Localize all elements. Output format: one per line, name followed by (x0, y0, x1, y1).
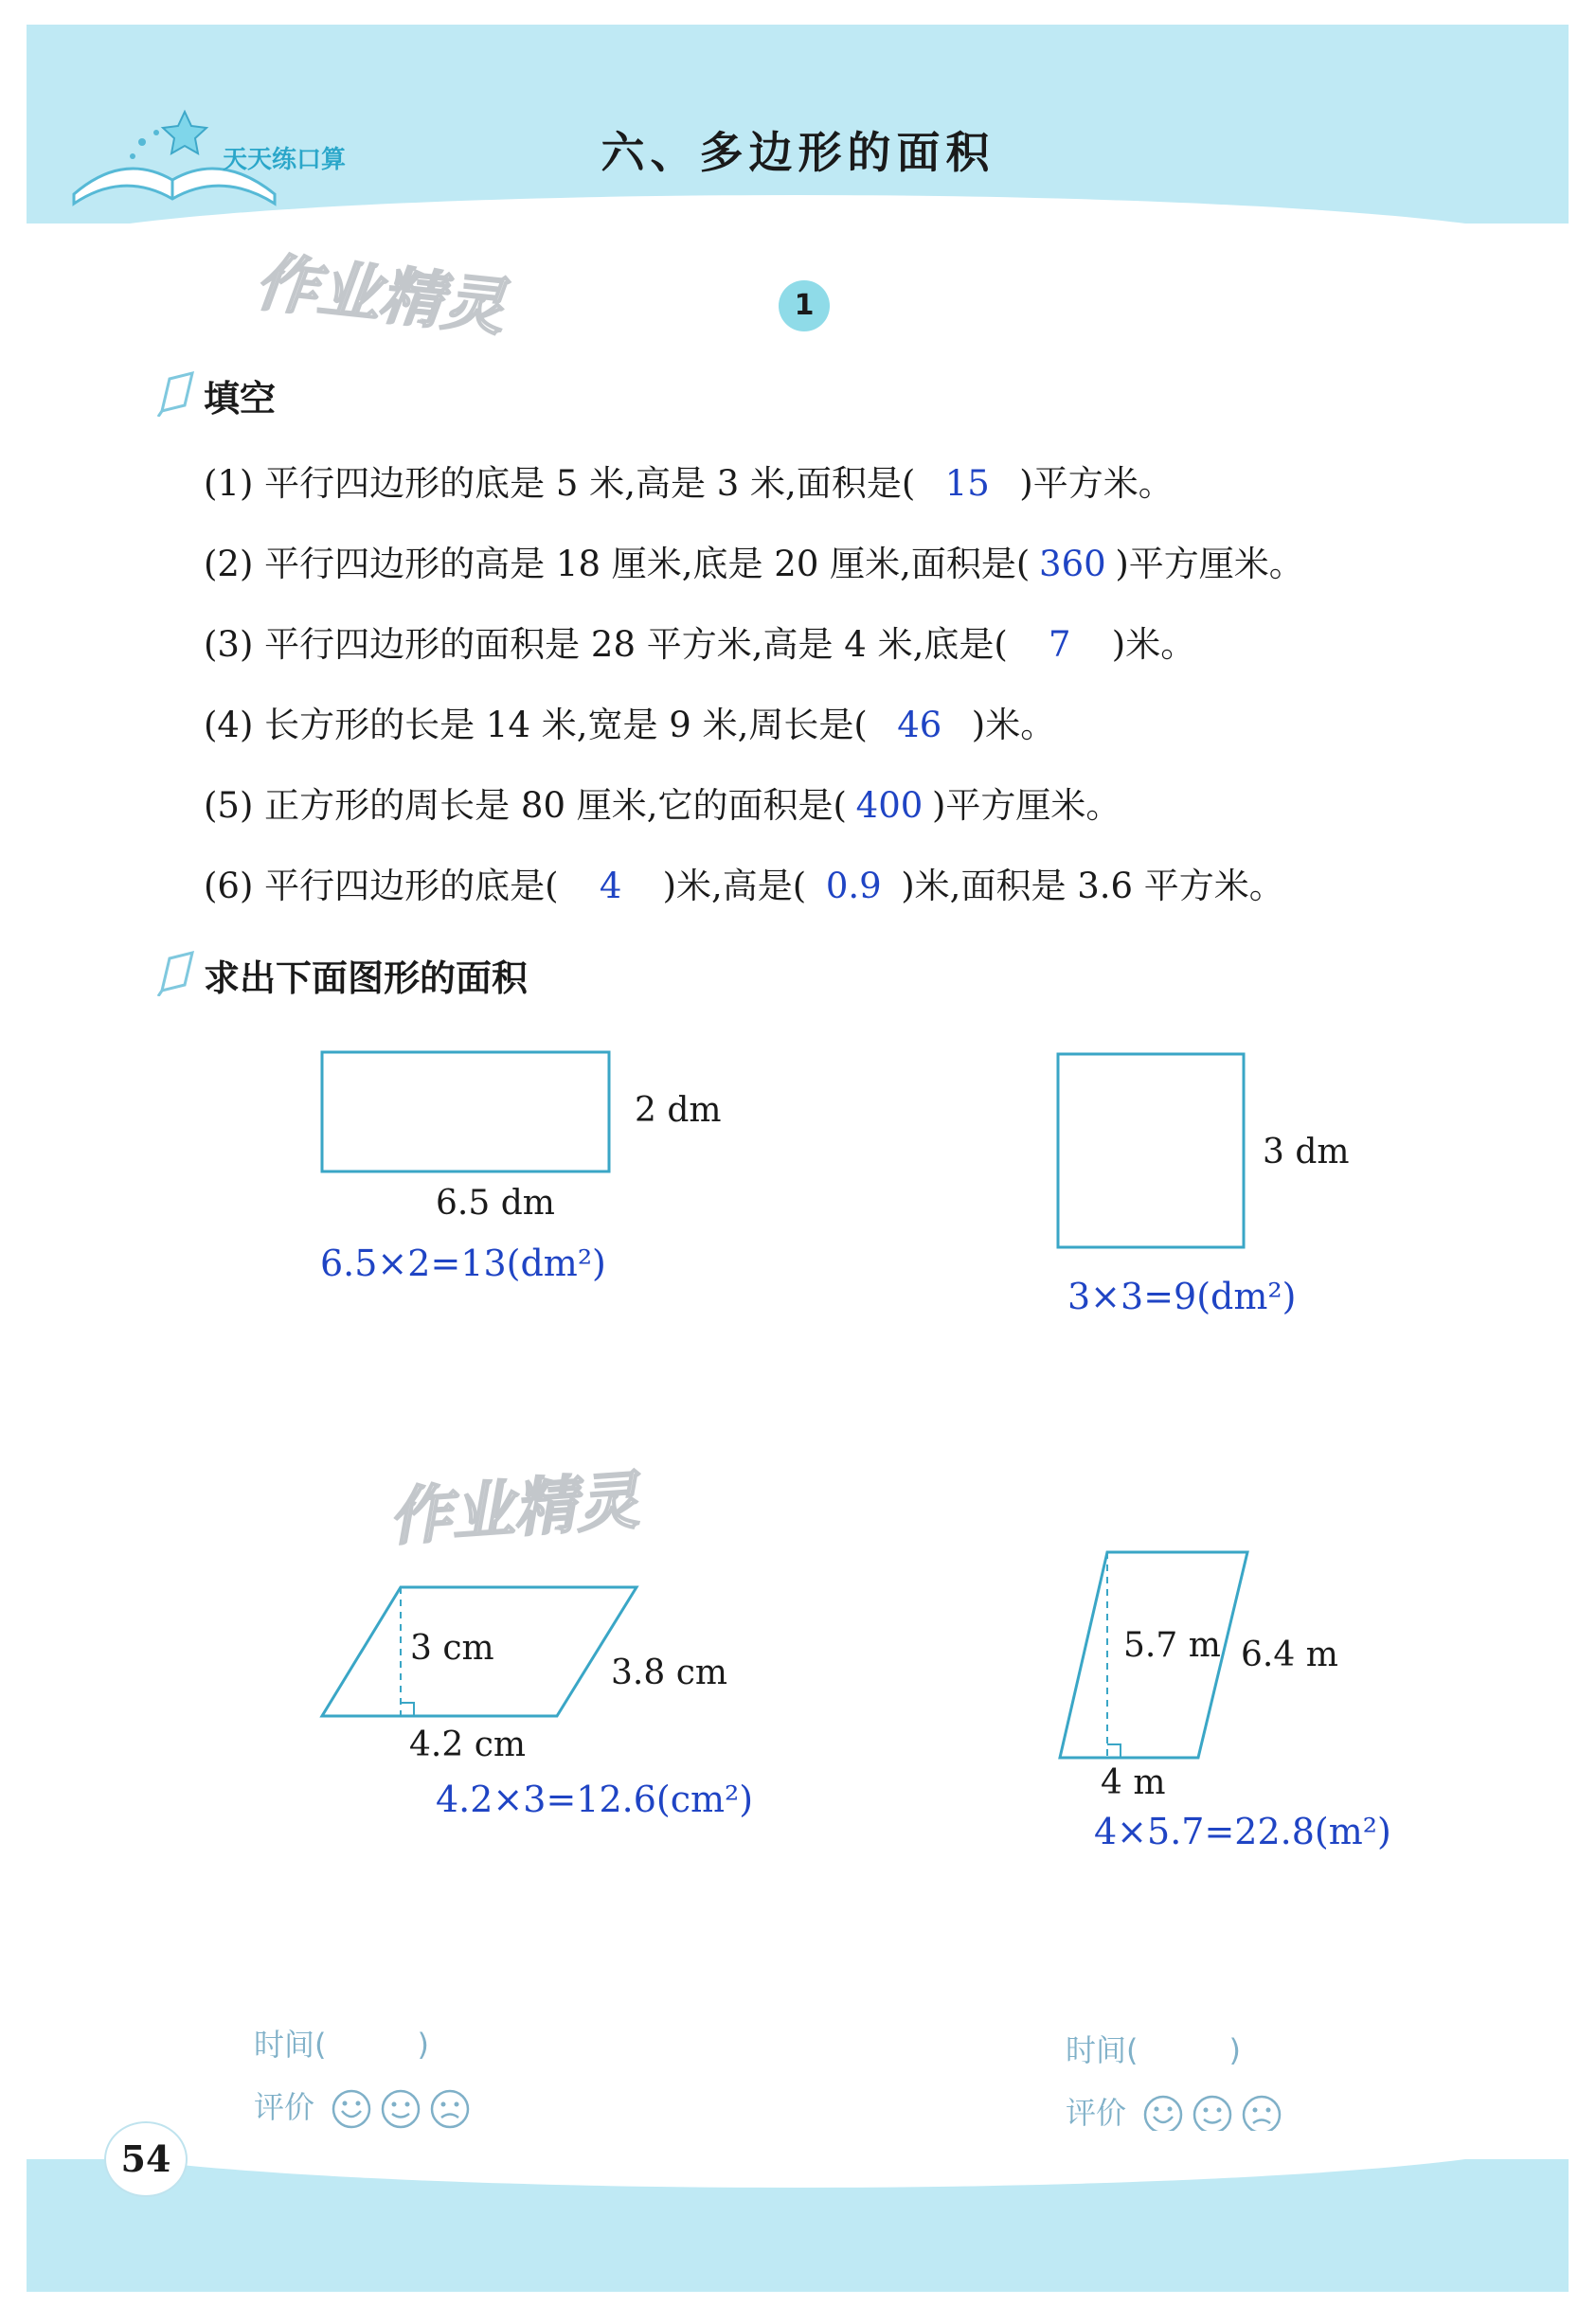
sad-face-icon (441, 2115, 458, 2118)
rating-label-left (254, 2083, 472, 2131)
question-6-suffix: )米,面积是 3.6 平方米。 (901, 866, 1284, 906)
smile-face-icon (1194, 2097, 1230, 2133)
para1-height-label: 3 cm (410, 1629, 494, 1668)
watermark-top: 作业精灵 (252, 245, 509, 345)
page-number: 54 (104, 2121, 188, 2197)
smile-face-icon (392, 2114, 409, 2118)
answer-blank-6a: 4 (599, 866, 622, 906)
question-6-text: (6) 平行四边形的底是( (204, 866, 559, 906)
question-5-text: (5) 正方形的周长是 80 厘米,它的面积是( (204, 785, 847, 826)
rating-faces-left (330, 2087, 472, 2131)
square-figure (1058, 1054, 1244, 1247)
question-3-text: (3) 平行四边形的面积是 28 平方米,高是 4 米,底是( (204, 624, 1008, 665)
right-angle-mark (401, 1703, 414, 1716)
time-label-left: 时间( ) (254, 2027, 429, 2063)
question-2-suffix: )平方厘米。 (1115, 544, 1304, 584)
answer-blank-6b: 0.9 (825, 866, 882, 906)
question-3-suffix: )米。 (1111, 624, 1196, 665)
question-5-suffix: )平方厘米。 (931, 785, 1121, 826)
footer-wave (27, 2131, 1569, 2188)
rating-text-right: 评价 (1066, 2095, 1127, 2131)
question-6-middle: )米,高是( (662, 866, 807, 906)
brand-label: 天天练口算 (223, 146, 347, 174)
answer-blank-2: 360 (1039, 544, 1106, 584)
answer-blank-5: 400 (855, 785, 924, 826)
rect-width-label: 6.5 dm (436, 1184, 555, 1223)
para1-answer: 4.2×3=12.6(cm²) (436, 1779, 754, 1820)
sad-face-icon (1253, 2120, 1270, 2124)
answer-blank-1: 15 (944, 463, 990, 504)
square-side-label: 3 dm (1263, 1133, 1350, 1171)
rect-answer: 6.5×2=13(dm²) (320, 1242, 606, 1284)
sad-face-icon (432, 2091, 468, 2127)
answer-blank-3: 7 (1049, 624, 1071, 665)
lesson-number-badge: 1 (779, 280, 830, 331)
smile-face-icon (383, 2091, 419, 2127)
watermark-middle: 作业精灵 (386, 1463, 641, 1555)
sad-face-icon (1244, 2097, 1280, 2133)
square-answer: 3×3=9(dm²) (1067, 1276, 1297, 1317)
rect-height-label: 2 dm (635, 1091, 722, 1130)
laughing-face-icon (333, 2091, 369, 2127)
question-4-suffix: )米。 (971, 705, 1056, 745)
footer-banner (27, 2159, 1569, 2292)
section-area-title: 求出下面图形的面积 (204, 957, 529, 999)
question-4-text: (4) 长方形的长是 14 米,宽是 9 米,周长是( (204, 705, 868, 745)
question-1-text: (1) 平行四边形的底是 5 米,高是 3 米,面积是( (204, 463, 916, 504)
laughing-face-icon (342, 2111, 361, 2117)
para2-answer: 4×5.7=22.8(m²) (1094, 1811, 1391, 1852)
laughing-face-icon (1145, 2097, 1181, 2133)
smile-face-icon (1204, 2119, 1221, 2123)
answer-blank-4: 46 (897, 705, 942, 745)
section-fill-blank-title: 填空 (204, 378, 277, 420)
rating-text-left: 评价 (254, 2089, 315, 2125)
para1-side-label: 3.8 cm (611, 1654, 727, 1692)
para2-side-label: 6.4 m (1241, 1636, 1338, 1674)
para2-base-label: 4 m (1101, 1763, 1166, 1802)
rectangle-figure (322, 1052, 609, 1171)
right-angle-mark (1107, 1744, 1121, 1758)
time-label-right: 时间( ) (1066, 2032, 1241, 2068)
question-1-suffix: )平方米。 (1019, 463, 1174, 504)
rating-label-right (1066, 2089, 1283, 2136)
laughing-face-icon (1154, 2117, 1173, 2122)
para1-base-label: 4.2 cm (409, 1725, 526, 1764)
question-2-text: (2) 平行四边形的高是 18 厘米,底是 20 厘米,面积是( (204, 544, 1031, 584)
page-title: 六、多边形的面积 (601, 127, 995, 178)
para2-height-label: 5.7 m (1123, 1626, 1221, 1665)
